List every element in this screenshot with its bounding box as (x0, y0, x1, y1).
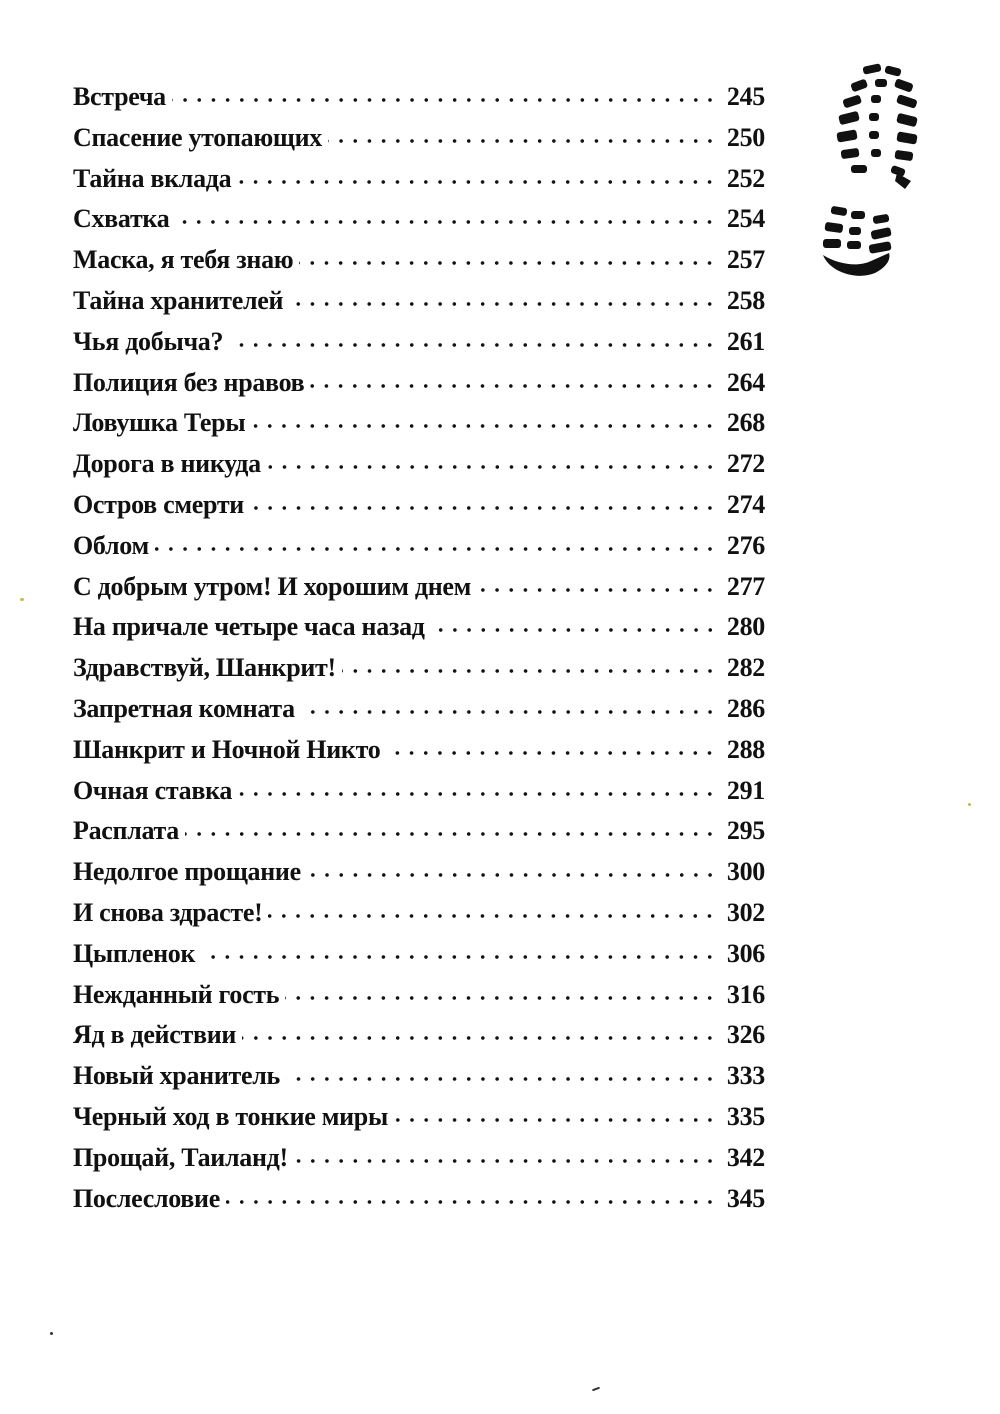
toc-leader-dots (237, 179, 717, 185)
toc-leader-dots (431, 627, 717, 633)
toc-leader-dots (251, 423, 717, 429)
toc-entry-page: 252 (726, 163, 765, 193)
toc-entry[interactable] (73, 735, 765, 776)
toc-leader-dots (250, 505, 717, 511)
toc-entry-title: Запретная комната (73, 693, 295, 723)
toc-leader-dots (386, 750, 717, 756)
toc-entry[interactable] (73, 776, 765, 817)
toc-entry-page: 295 (726, 816, 765, 846)
toc-entry[interactable] (73, 694, 765, 735)
toc-entry-title: Прощай, Таиланд! (73, 1142, 288, 1172)
toc-entry-title: Послесловие (73, 1183, 220, 1213)
toc-entry-page: 257 (726, 245, 765, 275)
toc-leader-dots (289, 301, 717, 307)
toc-entry[interactable] (73, 1020, 765, 1061)
print-speck (968, 803, 971, 806)
toc-entry[interactable] (73, 980, 765, 1021)
toc-entry-page: 277 (726, 571, 765, 601)
toc-entry-page: 342 (726, 1142, 765, 1172)
toc-entry-title: Остров смерти (73, 489, 244, 519)
toc-entry-title: Нежданный гость (73, 979, 280, 1009)
toc-leader-dots (155, 546, 717, 552)
toc-entry-title: На причале четыре часа назад (73, 612, 425, 642)
toc-leader-dots (226, 1199, 717, 1205)
toc-entry-page: 335 (726, 1101, 765, 1131)
toc-leader-dots (172, 97, 717, 103)
toc-entry[interactable] (73, 572, 765, 613)
toc-entry-page: 286 (726, 693, 765, 723)
toc-entry-page: 291 (726, 775, 765, 805)
toc-entry[interactable] (73, 531, 765, 572)
toc-leader-dots (285, 995, 717, 1001)
toc-leader-dots (268, 913, 717, 919)
toc-entry-title: Тайна хранителей (73, 285, 284, 315)
toc-entry-title: Здравствуй, Шанкрит! (73, 653, 336, 683)
toc-entry[interactable] (73, 204, 765, 245)
toc-entry[interactable] (73, 612, 765, 653)
toc-entry[interactable] (73, 1102, 765, 1143)
toc-entry-title: Схватка (73, 204, 170, 234)
toc-entry[interactable] (73, 408, 765, 449)
toc-entry-page: 333 (726, 1061, 765, 1091)
toc-leader-dots (310, 383, 717, 389)
print-speck (20, 598, 24, 601)
toc-entry-page: 245 (726, 82, 765, 111)
toc-leader-dots (185, 831, 717, 837)
toc-leader-dots (307, 872, 717, 878)
toc-entry-title: Спасение утопающих (73, 122, 322, 152)
toc-entry[interactable] (73, 1143, 765, 1184)
toc-entry-page: 272 (726, 449, 765, 479)
toc-entry[interactable] (73, 368, 765, 409)
footprint-icon (815, 55, 927, 285)
toc-entry-title: Расплата (73, 816, 180, 846)
toc-entry-page: 326 (726, 1020, 765, 1050)
toc-entry-page: 280 (726, 612, 765, 642)
toc-entry-page: 282 (726, 653, 765, 683)
toc-leader-dots (267, 464, 717, 470)
toc-entry-title: Цыпленок (73, 938, 196, 968)
toc-leader-dots (242, 1035, 717, 1041)
toc-entry-title: Шанкрит и Ночной Никто (73, 734, 381, 764)
toc-entry-title: Полиция без нравов (73, 367, 305, 397)
toc-leader-dots (201, 954, 717, 960)
toc-entry[interactable] (73, 164, 765, 205)
toc-entry[interactable] (73, 1184, 765, 1225)
toc-entry-page: 306 (726, 938, 765, 968)
toc-entry-title: Чья добыча? (73, 326, 224, 356)
toc-entry[interactable] (73, 898, 765, 939)
toc-entry-title: Дорога в никуда (73, 449, 261, 479)
toc-entry-title: Ловушка Теры (73, 408, 246, 438)
toc-entry-page: 261 (726, 326, 765, 356)
toc-entry-title: Недолгое прощание (73, 857, 301, 887)
toc-leader-dots (299, 260, 717, 266)
toc-entry-title: Облом (73, 530, 149, 560)
toc-entry-page: 268 (726, 408, 765, 438)
toc-leader-dots (238, 791, 717, 797)
toc-leader-dots (301, 709, 717, 715)
toc-entry[interactable] (73, 327, 765, 368)
toc-entry[interactable] (73, 123, 765, 164)
toc-entry[interactable] (73, 653, 765, 694)
toc-entry-page: 288 (726, 734, 765, 764)
toc-leader-dots (294, 1158, 717, 1164)
toc-entry-page: 300 (726, 857, 765, 887)
toc-entry-page: 316 (726, 979, 765, 1009)
toc-entry-page: 264 (726, 367, 765, 397)
toc-entry[interactable] (73, 939, 765, 980)
toc-leader-dots (477, 587, 717, 593)
toc-entry-title: Очная ставка (73, 775, 233, 805)
toc-entry[interactable] (73, 816, 765, 857)
toc-leader-dots (342, 668, 717, 674)
toc-entry-title: Новый хранитель (73, 1061, 280, 1091)
toc-entry-page: 302 (726, 897, 765, 927)
toc-entry[interactable] (73, 857, 765, 898)
toc-entry-title: Черный ход в тонкие миры (73, 1101, 388, 1131)
toc-entry[interactable] (73, 449, 765, 490)
toc-entry-title: С добрым утром! И хорошим днем (73, 571, 472, 601)
toc-entry[interactable] (73, 245, 765, 286)
toc-leader-dots (328, 138, 717, 144)
toc-leader-dots (286, 1076, 717, 1082)
table-of-contents (73, 82, 765, 1224)
print-speck (592, 1387, 600, 1392)
toc-leader-dots (394, 1117, 717, 1123)
toc-entry-title: И снова здрасте! (73, 897, 263, 927)
toc-entry[interactable] (73, 286, 765, 327)
toc-entry-page: 276 (726, 530, 765, 560)
toc-entry-page: 254 (726, 204, 765, 234)
print-speck (50, 1332, 53, 1335)
toc-leader-dots (229, 342, 717, 348)
toc-entry-page: 258 (726, 285, 765, 315)
toc-leader-dots (175, 219, 717, 225)
toc-entry[interactable] (73, 1061, 765, 1102)
toc-entry-page: 250 (726, 122, 765, 152)
toc-entry-title: Яд в действии (73, 1020, 237, 1050)
toc-entry-page: 274 (726, 489, 765, 519)
toc-entry-title: Тайна вклада (73, 163, 232, 193)
toc-entry-page: 345 (726, 1183, 765, 1213)
toc-entry-title: Встреча (73, 82, 166, 111)
toc-entry-title: Маска, я тебя знаю (73, 245, 294, 275)
toc-entry[interactable] (73, 82, 765, 123)
toc-entry[interactable] (73, 490, 765, 531)
